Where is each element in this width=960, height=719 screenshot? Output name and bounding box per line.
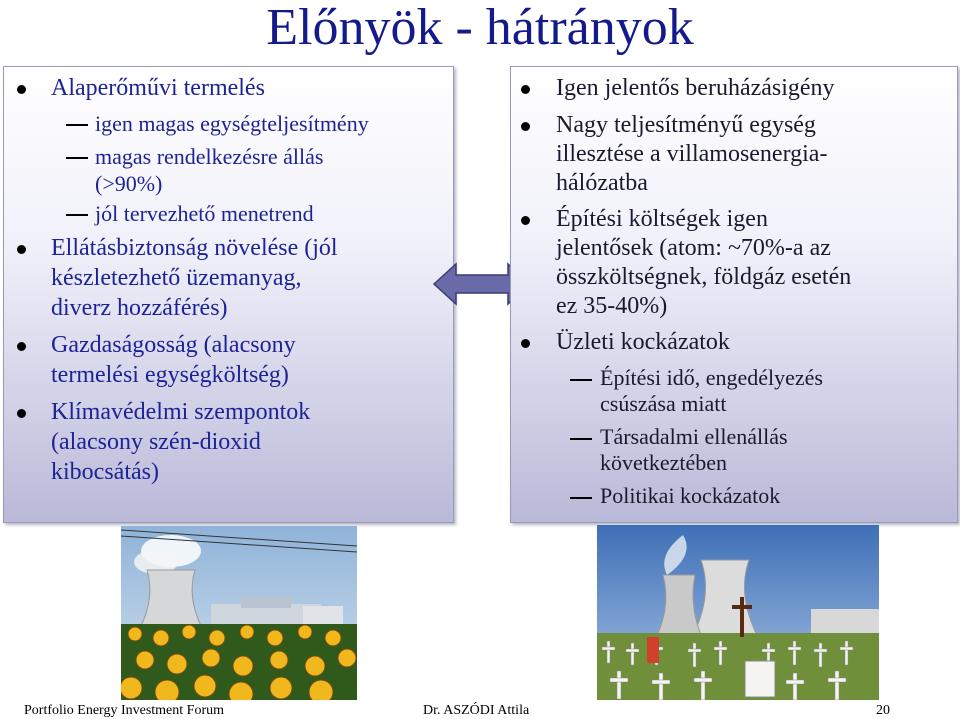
disadvantage-subitem: Társadalmi ellenállás	[600, 424, 788, 449]
bullet-icon	[17, 85, 26, 94]
dash-icon	[570, 438, 592, 440]
dash-icon	[570, 497, 592, 499]
disadvantage-item-continuation: hálózatba	[556, 170, 648, 196]
bullet-icon	[521, 85, 530, 94]
advantage-item-continuation: termelési egységköltség)	[51, 362, 289, 388]
disadvantage-item-continuation: jelentősek (atom: ~70%-a az	[556, 235, 831, 261]
disadvantage-item-continuation: ez 35-40%)	[556, 293, 668, 319]
disadvantage-subitem: Politikai kockázatok	[600, 483, 781, 508]
disadvantage-item-continuation: illesztése a villamosenergia-	[556, 141, 828, 167]
disadvantage-item: Építési költségek igen	[556, 206, 768, 232]
advantage-item: Klímavédelmi szempontok	[51, 399, 311, 425]
bullet-icon	[17, 409, 26, 418]
advantage-subitem-continuation: (>90%)	[95, 171, 163, 196]
dash-icon	[66, 214, 88, 216]
disadvantage-item: Üzleti kockázatok	[556, 329, 730, 355]
advantage-item: Gazdaságosság (alacsony	[51, 332, 296, 358]
slide-title: Előnyök - hátrányok	[266, 0, 694, 56]
advantage-item-continuation: kibocsátás)	[51, 459, 159, 485]
advantage-subitem: magas rendelkezésre állás	[95, 144, 324, 169]
dash-icon	[570, 379, 592, 381]
footer-author: Dr. ASZÓDI Attila	[423, 703, 530, 718]
bullet-icon	[17, 342, 26, 351]
disadvantage-item-continuation: összköltségnek, földgáz esetén	[556, 264, 852, 290]
advantage-item: Alaperőművi termelés	[51, 75, 265, 101]
disadvantage-subitem: Építési idő, engedélyezés	[600, 365, 823, 390]
disadvantage-item: Nagy teljesítményű egység	[556, 112, 816, 138]
advantage-subitem: igen magas egységteljesítmény	[95, 111, 369, 136]
bullet-icon	[521, 122, 530, 131]
dash-icon	[66, 124, 88, 126]
bullet-icon	[521, 339, 530, 348]
disadvantage-item: Igen jelentős beruházásigény	[556, 75, 835, 101]
disadvantage-subitem-continuation: következtében	[600, 450, 728, 475]
advantage-item-continuation: készletezhető üzemanyag,	[51, 265, 302, 291]
advantage-item-continuation: (alacsony szén-dioxid	[51, 429, 261, 455]
bullet-icon	[521, 216, 530, 225]
advantage-item: Ellátásbiztonság növelése (jól	[51, 235, 338, 261]
disadvantages-panel	[510, 66, 958, 523]
advantage-item-continuation: diverz hozzáférés)	[51, 295, 228, 321]
bullet-icon	[17, 245, 26, 254]
footer-event: Portfolio Energy Investment Forum	[24, 703, 224, 718]
power-plant-sunflowers-photo	[121, 526, 357, 700]
cooling-towers-crosses-photo	[597, 525, 879, 700]
disadvantage-subitem-continuation: csúszása miatt	[600, 391, 727, 416]
advantage-subitem: jól tervezhető menetrend	[95, 201, 314, 226]
advantages-panel	[3, 66, 454, 523]
page-number: 20	[876, 703, 890, 718]
dash-icon	[66, 157, 88, 159]
